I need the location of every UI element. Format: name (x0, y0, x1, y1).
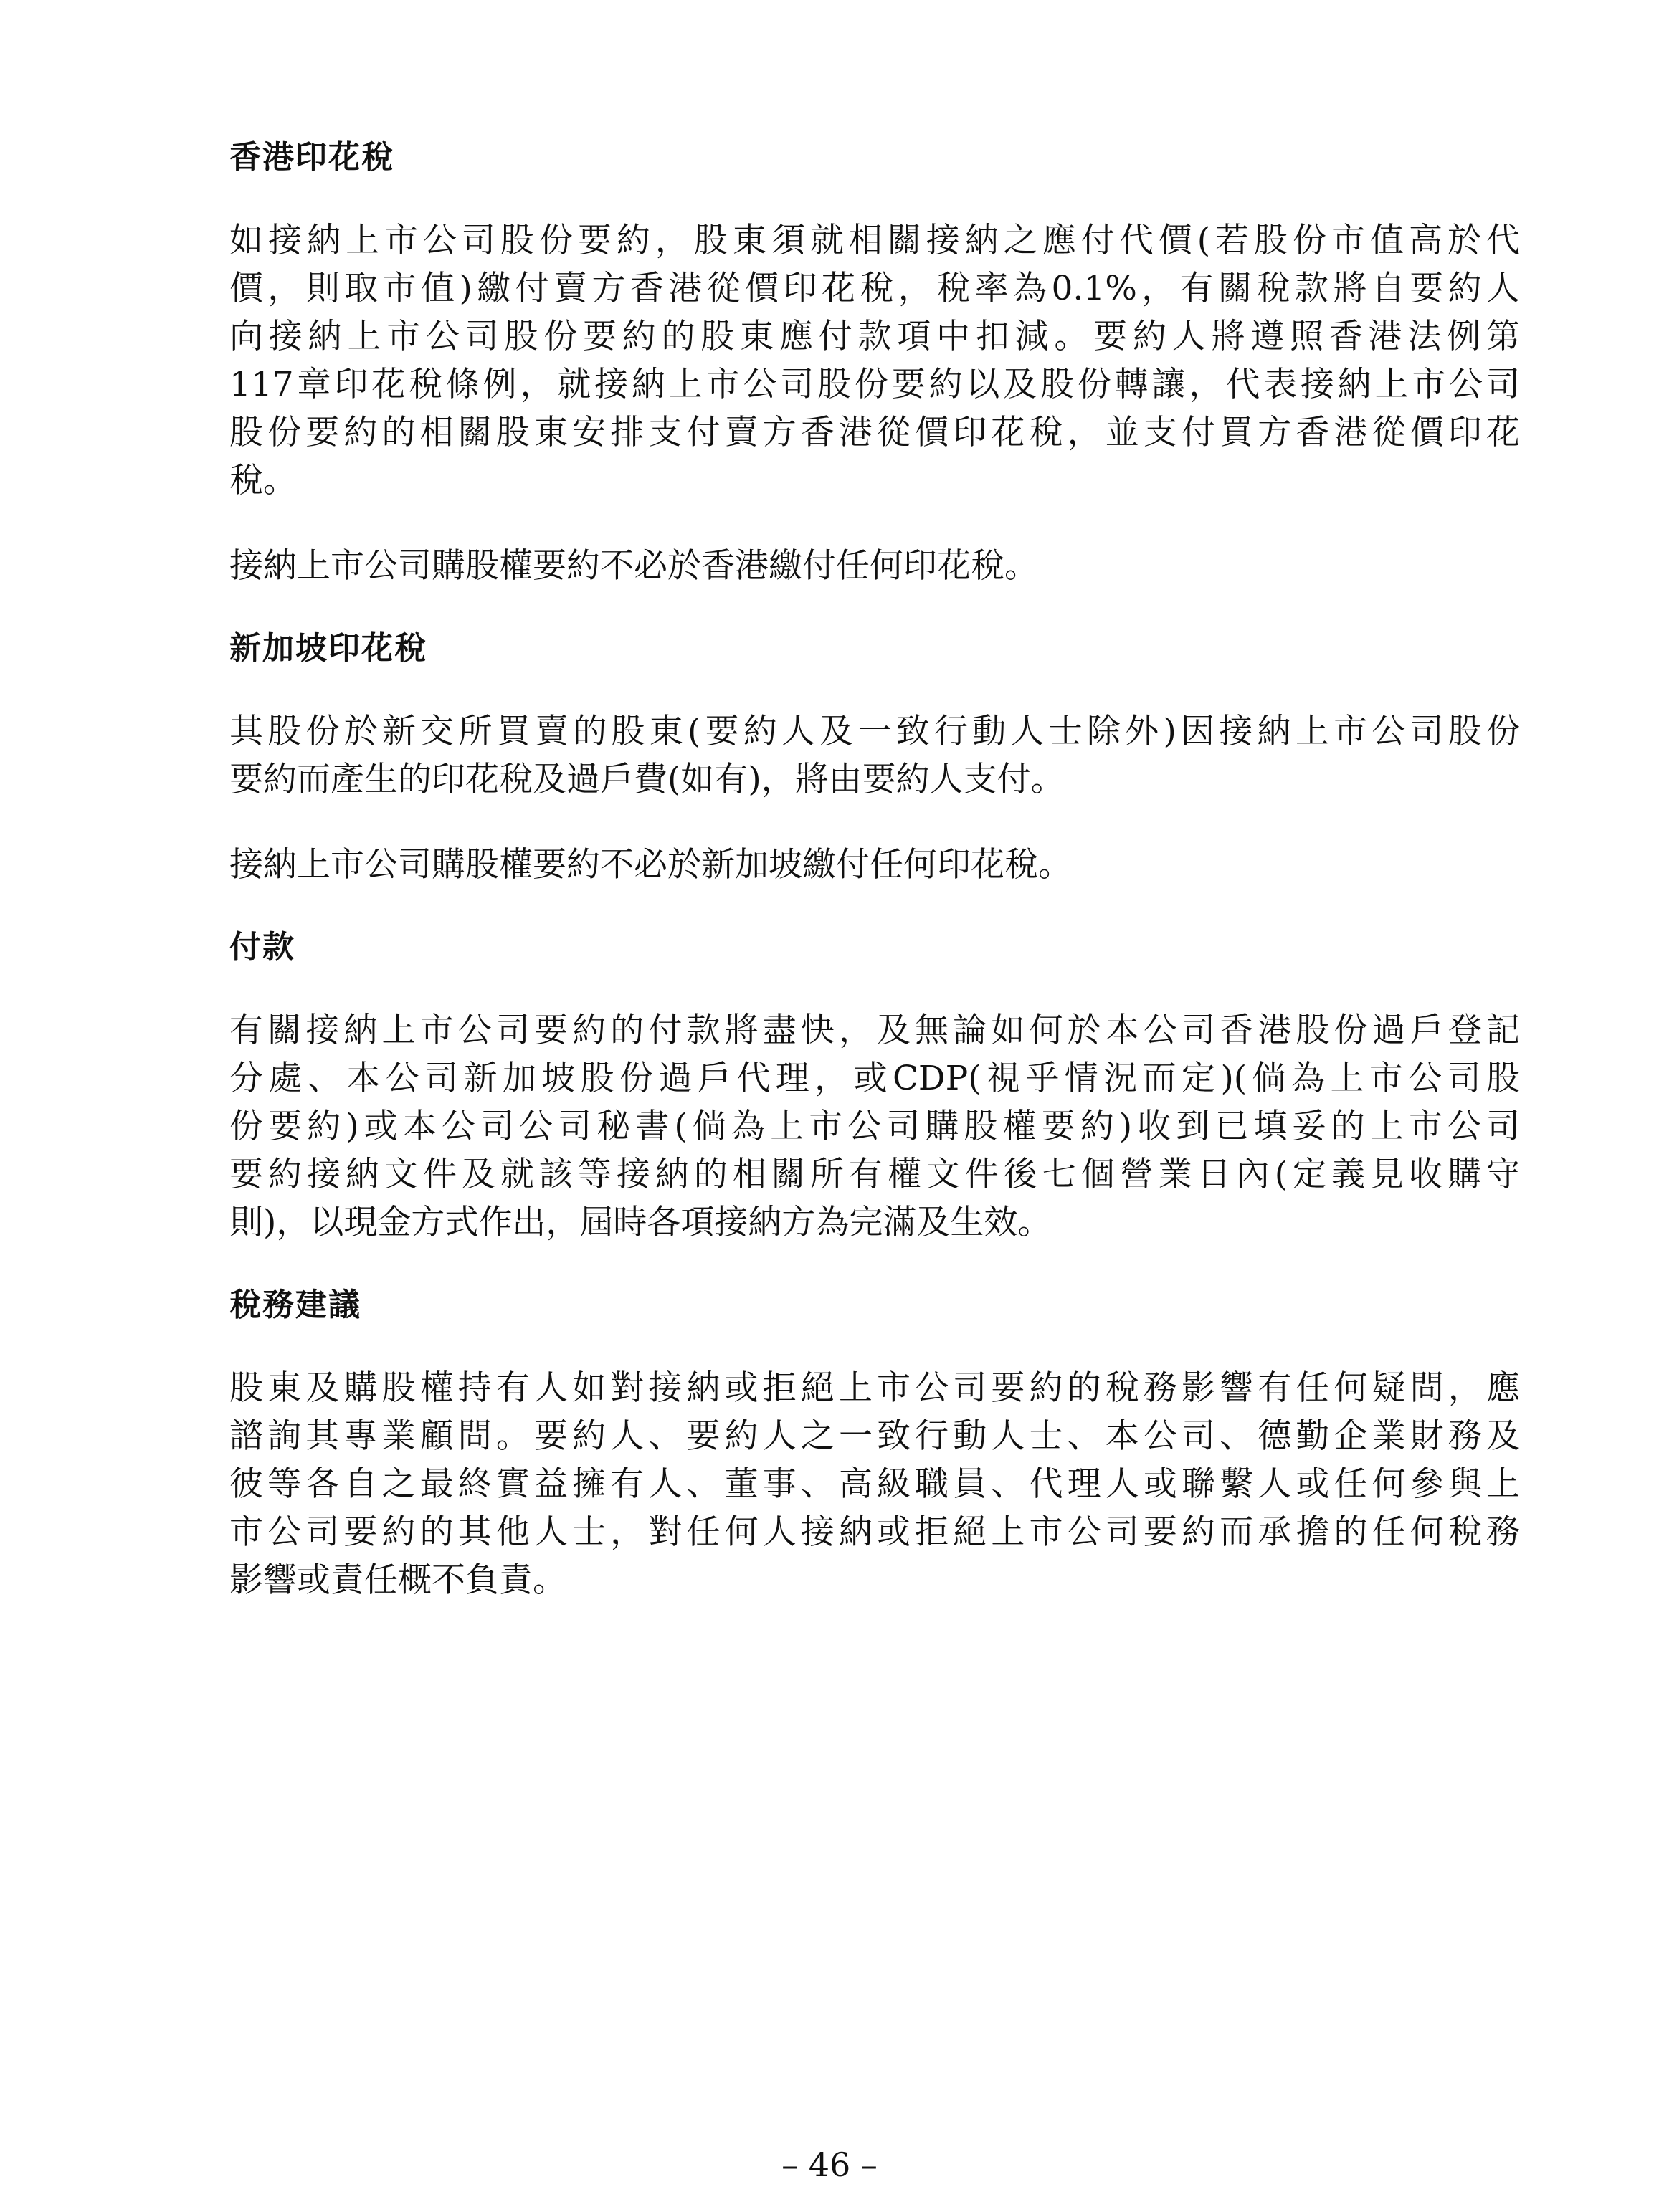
text-line: 其股份於新交所買賣的股東(要約人及一致行動人士除外)因接納上市公司股份 (229, 712, 1520, 751)
paragraph (229, 1364, 1520, 1604)
text-line: 接納上市公司購股權要約不必於香港繳付任何印花稅。 (229, 546, 1038, 586)
section-hk-stamp-duty (229, 136, 1520, 590)
text-line: 稅。 (229, 461, 297, 500)
text-line: 有關接納上市公司要約的付款將盡快，及無論如何於本公司香港股份過戶登記 (229, 1011, 1520, 1050)
text-line: 諮詢其專業顧問。要約人、要約人之一致行動人士、本公司、德勤企業財務及 (229, 1416, 1520, 1456)
text-line: 份要約)或本公司公司秘書(倘為上市公司購股權要約)收到已填妥的上市公司 (229, 1107, 1520, 1146)
text-line: 彼等各自之最終實益擁有人、董事、高級職員、代理人或聯繫人或任何參與上 (229, 1464, 1520, 1504)
document-body (229, 136, 1520, 1641)
text-line: 117章印花稅條例，就接納上市公司股份要約以及股份轉讓，代表接納上市公司 (229, 365, 1520, 404)
paragraph (229, 841, 1520, 889)
section-payment (229, 926, 1520, 1246)
section-heading: 香港印花稅 (229, 139, 394, 176)
section-heading: 新加坡印花稅 (229, 630, 427, 667)
text-line: 市公司要約的其他人士，對任何人接納或拒絕上市公司要約而承擔的任何稅務 (229, 1512, 1520, 1552)
text-line: 則)，以現金方式作出，屆時各項接納方為完滿及生效。 (229, 1203, 1052, 1242)
text-line: 影響或責任概不負責。 (229, 1560, 566, 1600)
text-line: 價，則取市值)繳付賣方香港從價印花稅，稅率為0.1%，有關稅款將自要約人 (229, 269, 1520, 308)
section-heading: 稅務建議 (229, 1287, 361, 1323)
text-line: 如接納上市公司股份要約，股東須就相關接納之應付代價(若股份市值高於代 (229, 221, 1520, 260)
section-heading: 付款 (229, 929, 295, 966)
text-line: 向接納上市公司股份要約的股東應付款項中扣減。要約人將遵照香港法例第 (229, 317, 1520, 356)
paragraph (229, 542, 1520, 590)
paragraph (229, 216, 1520, 505)
section-tax-advice (229, 1284, 1520, 1604)
text-line: 股東及購股權持有人如對接納或拒絕上市公司要約的稅務影響有任何疑問，應 (229, 1368, 1520, 1408)
page-number: – 46 – (781, 2145, 878, 2184)
paragraph (229, 1006, 1520, 1246)
paragraph (229, 707, 1520, 804)
text-line: 接納上市公司購股權要約不必於新加坡繳付任何印花稅。 (229, 845, 1072, 885)
text-line: 分處、本公司新加坡股份過戶代理，或CDP(視乎情況而定)(倘為上市公司股 (229, 1059, 1520, 1098)
text-line: 股份要約的相關股東安排支付賣方香港從價印花稅，並支付買方香港從價印花 (229, 413, 1520, 452)
text-line: 要約而產生的印花稅及過戶費(如有)，將由要約人支付。 (229, 760, 1065, 799)
section-sg-stamp-duty (229, 627, 1520, 889)
text-line: 要約接納文件及就該等接納的相關所有權文件後七個營業日內(定義見收購守 (229, 1155, 1520, 1194)
